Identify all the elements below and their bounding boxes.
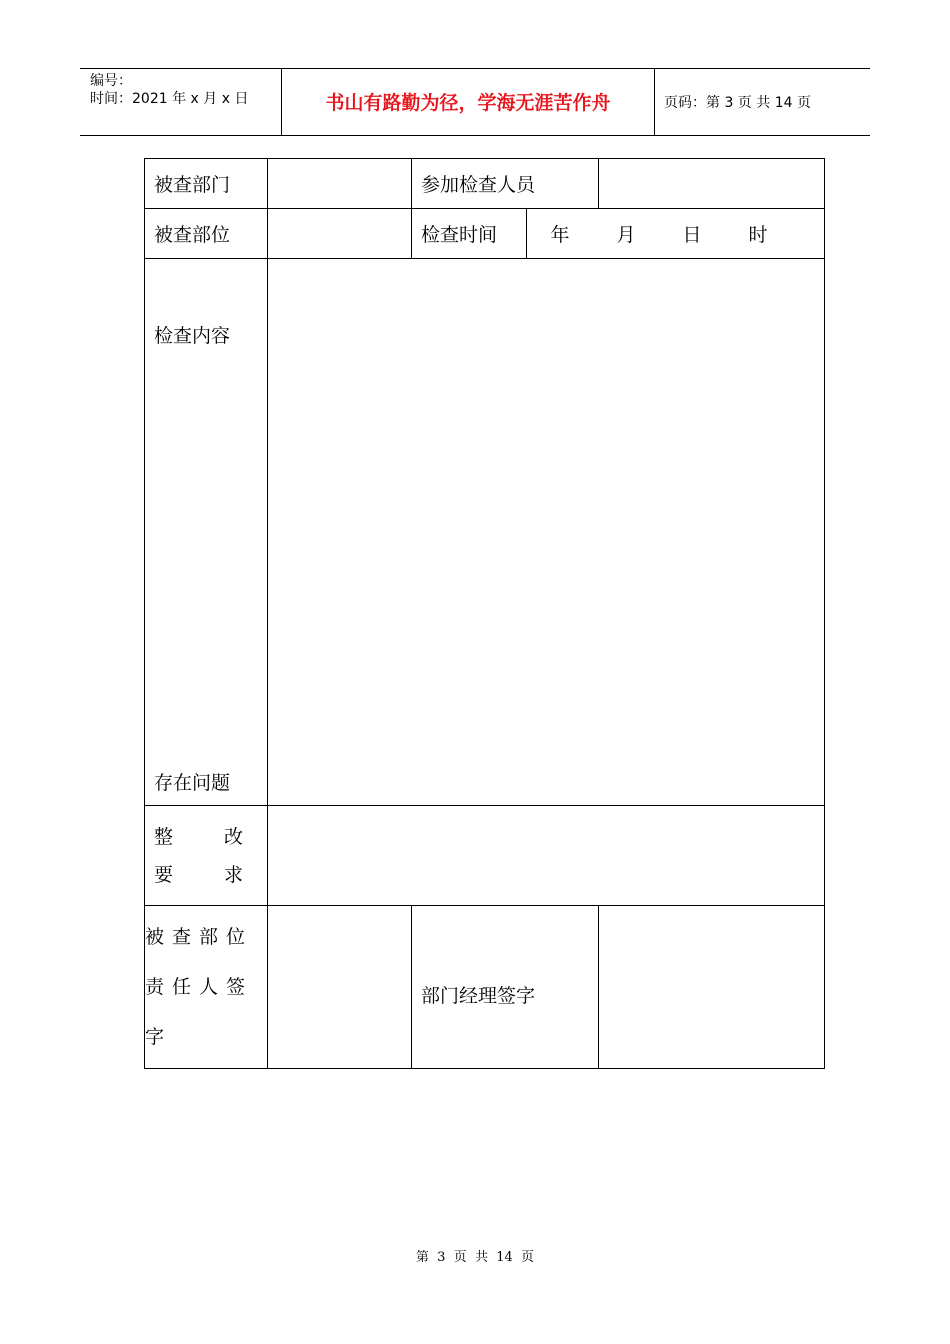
inspection-time-label: 检查时间 [412,209,527,259]
rectification-label-line2 [145,856,267,894]
inspection-time-field[interactable] [527,209,825,259]
page-footer: 第 3 页 共 14 页 [415,1250,535,1265]
rectification-char-3: 要 [154,863,174,886]
manager-sign-field[interactable] [599,906,825,1069]
header-time-label: 时间：2021 年 x 月 x 日 [90,91,249,107]
form-row-location [145,209,825,259]
form-row-content [145,259,825,806]
inspection-content-field[interactable] [268,259,825,806]
inspected-location-field[interactable] [268,209,412,259]
header-divider-right [654,68,655,136]
responsible-person-sign-label [145,906,268,1069]
rectification-label-cell [145,806,268,906]
year-label: 年 [550,224,570,246]
sign-label-line2: 责任人签 [145,976,254,998]
day-label: 日 [682,224,702,246]
inspection-staff-field[interactable] [599,159,825,209]
rectification-requirements-field[interactable] [268,806,825,906]
sign-label-line3: 字 [145,1026,173,1048]
header-bottom-rule [80,135,870,136]
inspection-content-label: 检查内容 [154,325,231,347]
inspection-staff-label: 参加检查人员 [412,159,599,209]
header-motto: 书山有路勤为径，学海无涯苦作舟 [325,92,611,114]
header-number-label: 编号： [90,73,132,89]
inspected-department-field[interactable] [268,159,412,209]
header-top-rule [80,68,870,69]
inspected-department-label: 被查部门 [145,159,268,209]
hour-label: 时 [748,224,768,246]
content-issues-label-cell [145,259,268,806]
rectification-char-1: 整 [154,825,174,848]
manager-sign-label: 部门经理签字 [412,906,599,1069]
form-row-signatures [145,906,825,1069]
inspected-location-label: 被查部位 [145,209,268,259]
header-page-label: 页码：第 3 页 共 14 页 [664,95,811,111]
rectification-label-line1 [145,818,267,856]
inspection-form-table [144,158,825,1069]
form-row-rectification [145,806,825,906]
rectification-char-4: 求 [223,863,243,886]
form-row-department [145,159,825,209]
responsible-person-sign-field[interactable] [268,906,412,1069]
existing-issues-label: 存在问题 [154,772,231,794]
rectification-char-2: 改 [223,825,243,848]
month-label: 月 [616,224,636,246]
sign-label-line1: 被查部位 [145,926,254,948]
